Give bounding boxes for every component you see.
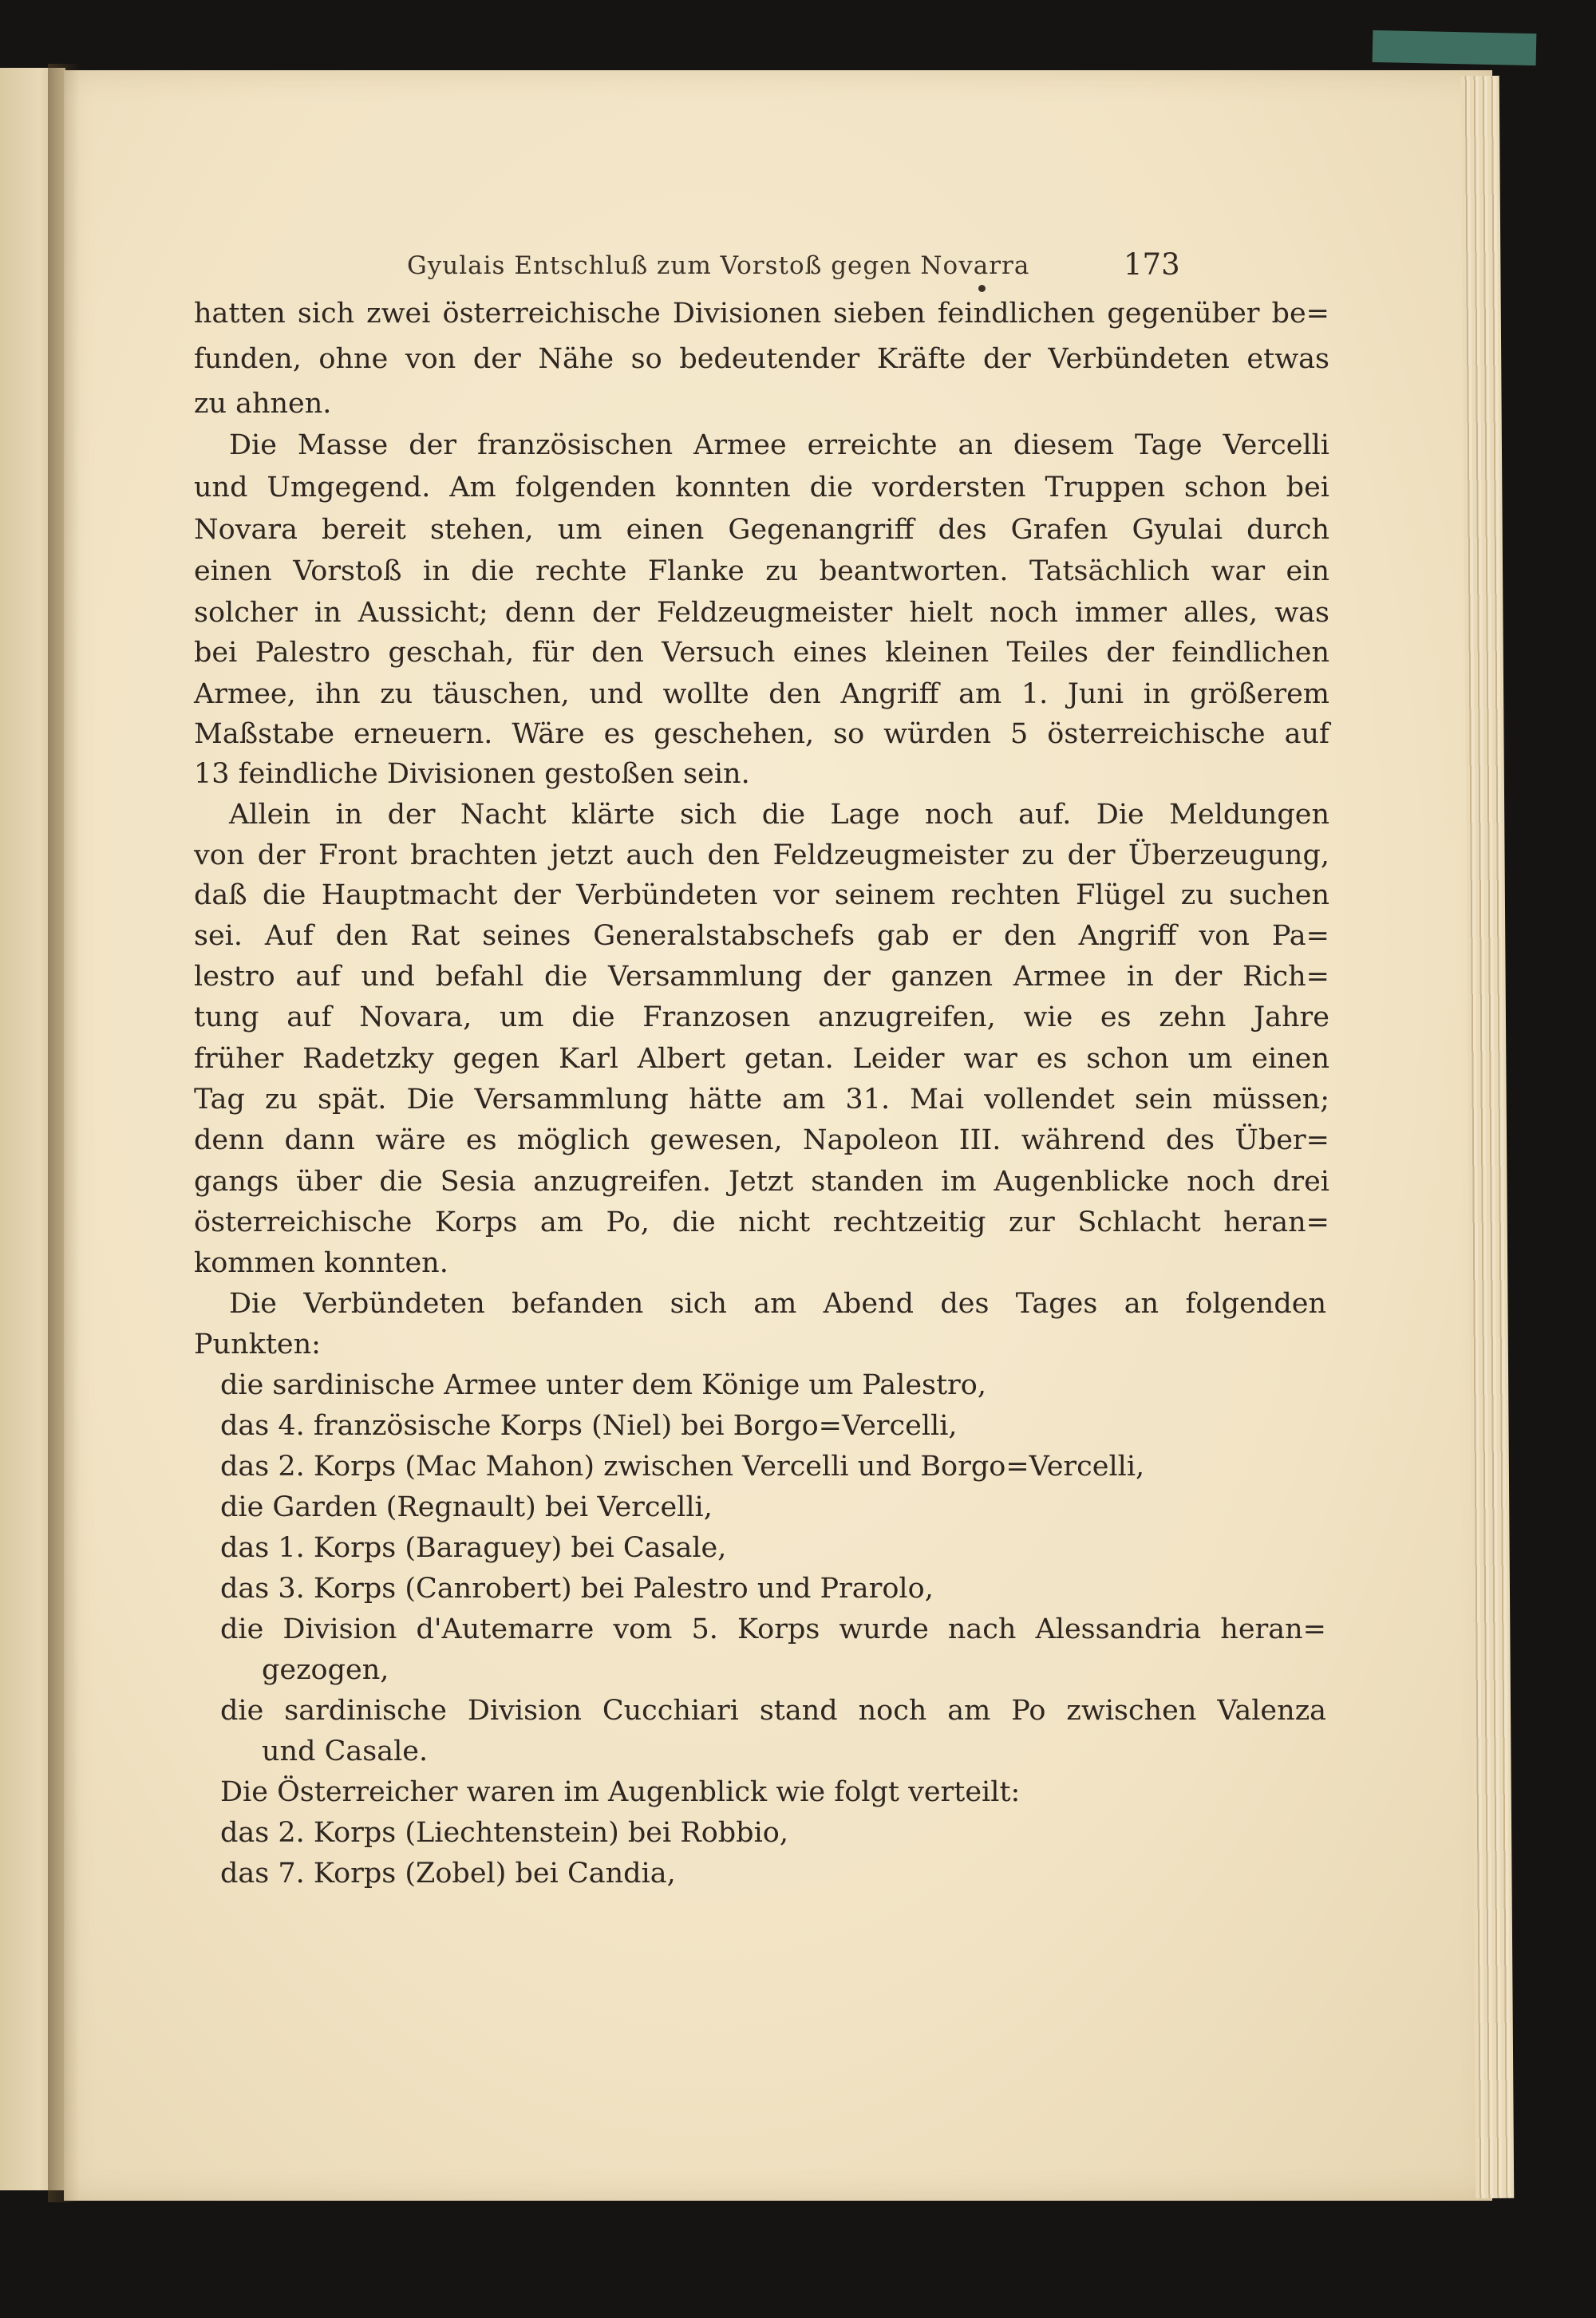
text-line: Armee, ihn zu täuschen, und wollte den Angriff am 1. Juni in größerem [194, 678, 1329, 710]
list-item: das 2. Korps (Liechtenstein) bei Robbio, [220, 1817, 788, 1849]
text-line: hatten sich zwei österreichische Divisionen sieben feindlichen gegenüber be= [194, 298, 1329, 330]
list-item-continuation: gezogen, [262, 1654, 389, 1686]
text-line: gangs über die Sesia anzugreifen. Jetzt standen im Augenblicke noch drei [194, 1166, 1329, 1198]
text-line: Allein in der Nacht klärte sich die Lage noch auf. Die Meldungen [229, 799, 1329, 831]
list-item: das 3. Korps (Canrobert) bei Palestro und Prarolo, [220, 1573, 934, 1605]
list-item: die sardinische Armee unter dem Könige um Palestro, [220, 1369, 986, 1401]
text-line: 13 feindliche Divisionen gestoßen sein. [194, 758, 750, 790]
list-item: die Garden (Regnault) bei Vercelli, [220, 1491, 713, 1523]
list-item: das 7. Korps (Zobel) bei Candia, [220, 1858, 676, 1890]
list-item: das 2. Korps (Mac Mahon) zwischen Vercelli und Borgo=Vercelli, [220, 1451, 1145, 1483]
text-line: und Umgegend. Am folgenden konnten die vordersten Truppen schon bei [194, 472, 1329, 503]
text-line: denn dann wäre es möglich gewesen, Napoleon III. während des Über= [194, 1124, 1329, 1156]
text-line: Die Österreicher waren im Augenblick wie folgt verteilt: [220, 1776, 1021, 1808]
text-line: Die Masse der französischen Armee erreichte an diesem Tage Vercelli [229, 429, 1329, 461]
text-line: Maßstabe erneuern. Wäre es geschehen, so würden 5 österreichische auf [194, 718, 1329, 750]
text-line: Die Verbündeten befanden sich am Abend des Tages an folgenden [229, 1288, 1326, 1320]
text-line: Tag zu spät. Die Versammlung hätte am 31. Mai vollendet sein müssen; [194, 1084, 1329, 1116]
text-line: daß die Hauptmacht der Verbündeten vor seinem rechten Flügel zu suchen [194, 879, 1329, 911]
list-item: das 4. französische Korps (Niel) bei Borgo=Vercelli, [220, 1410, 958, 1442]
text-line: früher Radetzky gegen Karl Albert getan. Leider war es schon um einen [194, 1043, 1329, 1075]
text-line: kommen konnten. [194, 1247, 448, 1279]
list-item: die sardinische Division Cucchiari stand noch am Po zwischen Valenza [220, 1695, 1326, 1727]
text-line: sei. Auf den Rat seines Generalstabschefs gab er den Angriff von Pa= [194, 920, 1329, 952]
text-line: Novara bereit stehen, um einen Gegenangriff des Grafen Gyulai durch [194, 514, 1329, 546]
text-line: lestro auf und befahl die Versammlung der ganzen Armee in der Rich= [194, 961, 1329, 993]
text-line: bei Palestro geschah, für den Versuch eines kleinen Teiles der feindlichen [194, 637, 1329, 669]
text-line: funden, ohne von der Nähe so bedeutender Kräfte der Verbündeten etwas [194, 343, 1329, 375]
text-line: von der Front brachten jetzt auch den Feldzeugmeister zu der Überzeugung, [194, 839, 1329, 871]
list-item-continuation: und Casale. [262, 1736, 429, 1767]
text-line: solcher in Aussicht; denn der Feldzeugmeister hielt noch immer alles, was [194, 597, 1329, 629]
text-line: tung auf Novara, um die Franzosen anzugreifen, wie es zehn Jahre [194, 1001, 1329, 1033]
text-line: österreichische Korps am Po, die nicht rechtzeitig zur Schlacht heran= [194, 1206, 1329, 1238]
text-line: zu ahnen. [194, 388, 332, 420]
text-line: Punkten: [194, 1329, 321, 1360]
running-head: Gyulais Entschluß zum Vorstoß gegen Novarra [407, 251, 1030, 280]
page-number: 173 [1124, 247, 1180, 282]
text-line: einen Vorstoß in die rechte Flanke zu beantworten. Tatsächlich war ein [194, 555, 1329, 587]
list-item: die Division d'Autemarre vom 5. Korps wurde nach Alessandria heran= [220, 1613, 1326, 1645]
list-item: das 1. Korps (Baraguey) bei Casale, [220, 1532, 727, 1564]
